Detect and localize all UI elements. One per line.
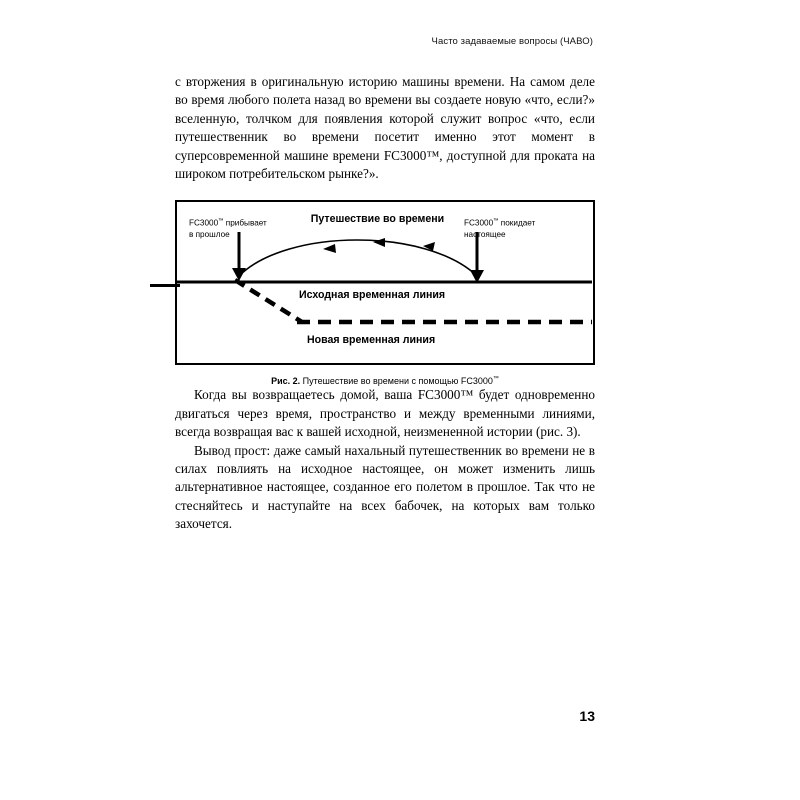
figure-label-title: Путешествие во времени xyxy=(310,213,445,226)
figure-label-arrival-line2: в прошлое xyxy=(189,229,230,239)
figure-label-new-timeline: Новая временная линия xyxy=(307,334,436,347)
trademark-icon: ™ xyxy=(492,376,499,383)
figure-caption-number: Рис. 2. xyxy=(271,376,301,387)
figure-label-arrival xyxy=(189,216,281,240)
arc-arrow-1 xyxy=(373,238,385,247)
figure-frame xyxy=(175,200,595,365)
running-head: Часто задаваемые вопросы (ЧАВО) xyxy=(431,36,593,47)
figure-label-original-timeline: Исходная временная линия xyxy=(299,289,446,302)
page-number: 13 xyxy=(579,708,595,724)
paragraph-1: с вторжения в оригинальную историю машины времени. На самом деле во время любого полета назад во времени вы создаете новую «что, если?» вселенную, толчком для появления которой служит вопрос «что, если путешественник во времени посетит именно этот момент в суперсовременной машине времени FC3000™, доступной для проката на широком потребительском рынке?». xyxy=(175,74,595,182)
figure-caption xyxy=(175,376,595,386)
trademark-icon: ™ xyxy=(218,218,224,225)
page-content xyxy=(175,36,595,766)
arrival-arrow-head xyxy=(232,268,246,281)
figure-label-arrival-line1b: прибывает xyxy=(223,219,267,229)
time-travel-arc xyxy=(239,240,477,276)
figure-label-departure xyxy=(464,216,574,240)
branch-dashed-line xyxy=(235,280,302,322)
paragraph-3: Вывод прост: даже самый нахальный путешественник во времени не в силах повлиять на исходное настоящее, он может изменить лишь альтернативное настоящее, созданное его полетом в прошлое. Так что не стесняйтесь и наступайте на всех бабочек, на которых вам только захочется. xyxy=(175,442,595,532)
paragraph-2: Когда вы возвращаетесь домой, ваша FC3000™ будет одновременно двигаться через время, пространство и между временными линиями, всегда возвращая вас к вашей исходной, неизмененной истории (рис. 3). xyxy=(175,387,595,440)
figure-label-departure-line2: настоящее xyxy=(464,229,506,239)
trademark-icon: ™ xyxy=(493,218,499,225)
figure-label-arrival-line1: FC3000 xyxy=(189,219,219,229)
figure-label-departure-line1b: покидает xyxy=(498,219,536,229)
figure-label-departure-line1: FC3000 xyxy=(464,219,494,229)
timeline-entry-stub xyxy=(150,284,180,287)
figure-caption-text: Путешествие во времени с помощью FC3000 xyxy=(300,376,493,387)
figure-2 xyxy=(175,200,595,386)
arc-arrow-2 xyxy=(323,244,336,253)
